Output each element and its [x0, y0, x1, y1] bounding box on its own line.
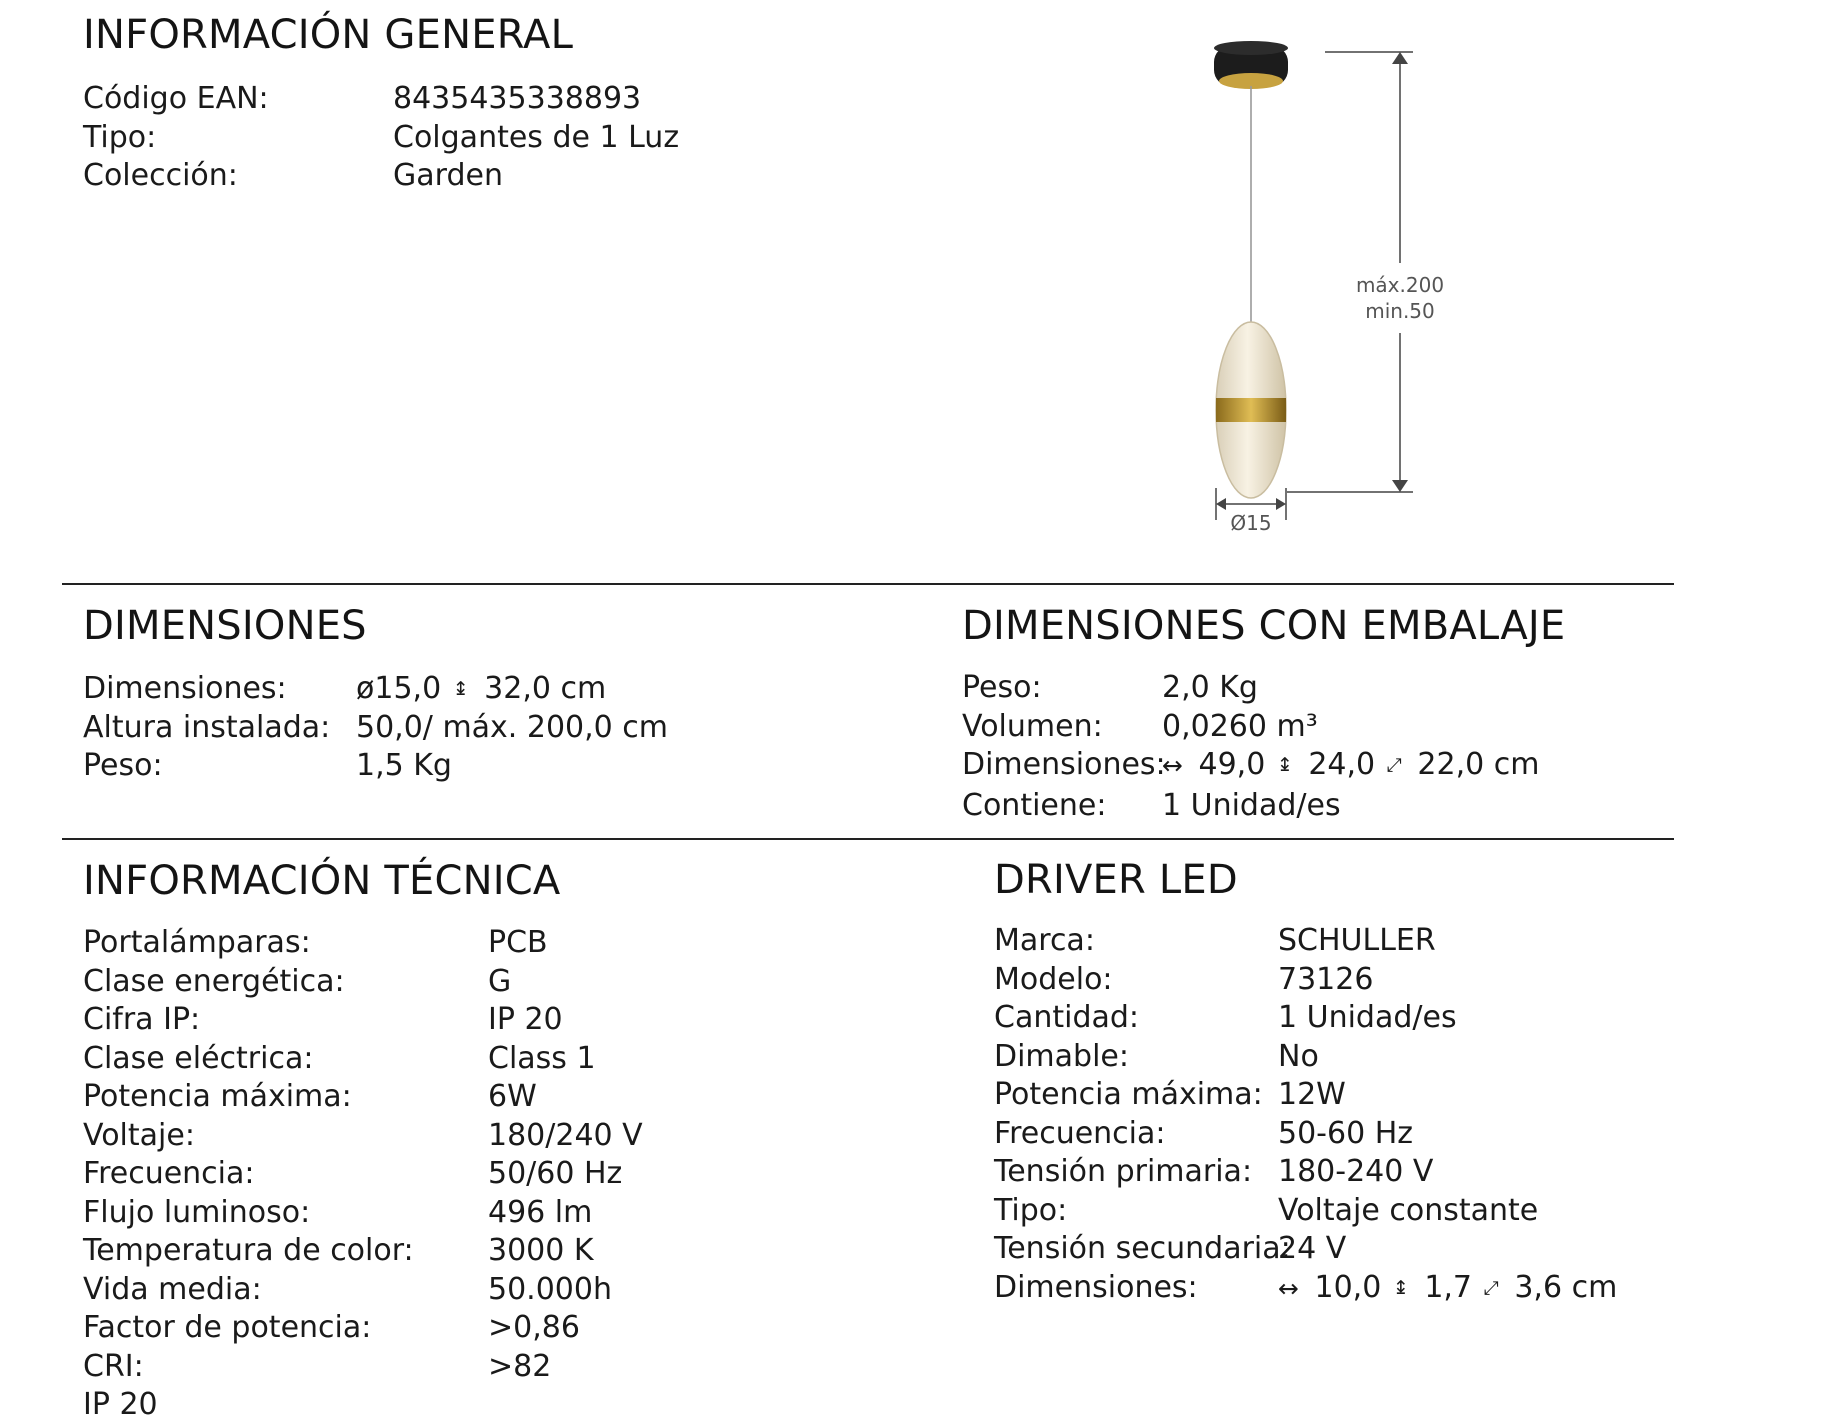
ceiling-canopy — [1214, 41, 1288, 89]
tech-row-color-temperature — [83, 1232, 643, 1271]
tech-label: Temperatura de color: — [83, 1233, 414, 1268]
tech-row-voltage — [83, 1117, 643, 1156]
divider-middle — [62, 838, 1674, 840]
dimensions-row-weight — [83, 747, 668, 786]
tech-row-ip — [83, 1001, 643, 1040]
pack-volume-value: 0,0260 m³ — [1162, 708, 1318, 744]
driver-label: Dimable: — [994, 1038, 1129, 1074]
driver-value: 180-240 V — [1278, 1154, 1434, 1189]
packaging-row-dimensions — [962, 746, 1539, 787]
technical-list — [83, 924, 643, 1425]
driver-value: No — [1278, 1038, 1319, 1074]
width-arrow-icon: ↔ — [1278, 1273, 1299, 1303]
dims-diameter: ø15,0 — [356, 671, 442, 706]
tech-value: >82 — [488, 1348, 552, 1384]
installed-height-label: Altura instalada: — [83, 709, 331, 745]
tech-row-electrical-class — [83, 1040, 643, 1079]
driver-label: Cantidad: — [994, 1000, 1140, 1035]
installed-height-value: 50,0/ máx. 200,0 cm — [356, 709, 669, 745]
ean-value: 8435435338893 — [393, 81, 642, 116]
height-min-label: min.50 — [1365, 299, 1435, 323]
tech-row-lampholder — [83, 924, 643, 963]
depth-arrow-icon: ⤢ — [1483, 1276, 1499, 1299]
tech-value: 3000 K — [488, 1233, 594, 1268]
tech-value: Class 1 — [488, 1040, 596, 1076]
driver-value: 12W — [1278, 1077, 1346, 1112]
driver-row-dimensions — [994, 1269, 1617, 1308]
dimensions-title: DIMENSIONES — [83, 603, 367, 649]
driver-value: Voltaje constante — [1278, 1192, 1539, 1228]
driver-list — [994, 922, 1617, 1307]
tech-value: PCB — [488, 925, 548, 960]
tech-label: CRI: — [83, 1348, 144, 1384]
collection-value: Garden — [393, 158, 503, 193]
height-icon: ↨ — [452, 678, 469, 700]
tech-label: Cifra IP: — [83, 1002, 201, 1037]
general-row-type — [83, 119, 679, 158]
pack-dims-label: Dimensiones: — [962, 747, 1166, 782]
tech-row-energy-class — [83, 963, 643, 1002]
tech-value: 180/240 V — [488, 1117, 643, 1153]
driver-row-type — [994, 1192, 1617, 1231]
tech-label: Portalámparas: — [83, 925, 311, 960]
driver-row-brand — [994, 922, 1617, 961]
tech-label: Vida media: — [83, 1271, 262, 1307]
driver-dims-width: 10,0 — [1314, 1269, 1382, 1305]
tech-label: Potencia máxima: — [83, 1079, 352, 1114]
depth-arrow-icon: ⤢ — [1386, 754, 1402, 776]
contains-value: 1 Unidad/es — [1162, 788, 1341, 823]
contains-label: Contiene: — [962, 788, 1107, 823]
pack-dims-depth: 22,0 cm — [1417, 747, 1540, 782]
driver-value: SCHULLER — [1278, 923, 1436, 958]
weight-label: Peso: — [83, 748, 163, 783]
packaging-row-volume — [962, 708, 1539, 747]
driver-dims-depth: 3,6 cm — [1514, 1269, 1618, 1305]
driver-label: Marca: — [994, 923, 1095, 958]
tech-value: IP 20 — [488, 1002, 563, 1037]
driver-row-quantity — [994, 999, 1617, 1038]
driver-label: Tensión primaria: — [994, 1154, 1253, 1189]
pack-weight-value: 2,0 Kg — [1162, 670, 1258, 705]
tech-label: Voltaje: — [83, 1117, 195, 1153]
tech-row-frequency — [83, 1155, 643, 1194]
packaging-list — [962, 669, 1539, 826]
tech-value: G — [488, 963, 512, 999]
driver-row-secondary-voltage — [994, 1230, 1617, 1269]
tech-value: >0,86 — [488, 1310, 580, 1345]
driver-row-dimmable — [994, 1038, 1617, 1077]
pack-volume-label: Volumen: — [962, 708, 1103, 744]
type-value: Colgantes de 1 Luz — [393, 119, 680, 155]
driver-label: Potencia máxima: — [994, 1077, 1263, 1112]
driver-label: Frecuencia: — [994, 1115, 1166, 1151]
tech-row-luminous-flux — [83, 1194, 643, 1233]
tech-label: IP 20 — [83, 1387, 158, 1422]
pack-dims-width: 49,0 — [1198, 747, 1266, 782]
driver-row-max-power — [994, 1076, 1617, 1115]
dimensions-row-installed-height — [83, 709, 668, 748]
dimensions-list — [83, 670, 668, 786]
driver-label: Modelo: — [994, 961, 1113, 997]
driver-label: Tipo: — [994, 1192, 1068, 1228]
tech-value: 496 lm — [488, 1194, 593, 1230]
tech-value: 50.000h — [488, 1271, 612, 1307]
tech-label: Factor de potencia: — [83, 1310, 372, 1345]
general-row-collection — [83, 157, 679, 196]
general-row-ean — [83, 80, 679, 119]
packaging-row-weight — [962, 669, 1539, 708]
product-dimension-drawing — [1160, 20, 1580, 540]
tech-label: Frecuencia: — [83, 1156, 255, 1191]
driver-title: DRIVER LED — [994, 857, 1238, 903]
driver-value: 24 V — [1278, 1231, 1347, 1266]
general-list — [83, 80, 679, 196]
tech-row-ip-note — [83, 1386, 643, 1425]
ean-label: Código EAN: — [83, 81, 269, 116]
packaging-row-contains — [962, 787, 1539, 826]
height-icon: ↨ — [1392, 1276, 1409, 1299]
dimensions-row-size — [83, 670, 668, 709]
driver-value: 1 Unidad/es — [1278, 1000, 1457, 1035]
tech-row-cri — [83, 1348, 643, 1387]
tech-label: Clase eléctrica: — [83, 1040, 314, 1076]
dims-height: 32,0 cm — [484, 671, 607, 706]
type-label: Tipo: — [83, 119, 157, 155]
driver-row-model — [994, 961, 1617, 1000]
driver-label: Tensión secundaria: — [994, 1231, 1291, 1266]
driver-value: 50-60 Hz — [1278, 1115, 1414, 1151]
divider-top — [62, 583, 1674, 585]
driver-row-primary-voltage — [994, 1153, 1617, 1192]
tech-value: 50/60 Hz — [488, 1156, 623, 1191]
pack-dims-height: 24,0 — [1308, 747, 1376, 782]
weight-value: 1,5 Kg — [356, 748, 452, 783]
dims-value — [356, 670, 606, 709]
diameter-label: Ø15 — [1230, 511, 1272, 535]
tech-row-max-power — [83, 1078, 643, 1117]
tech-row-lifespan — [83, 1271, 643, 1310]
driver-row-frequency — [994, 1115, 1617, 1154]
pack-dims-value — [1162, 746, 1539, 787]
collection-label: Colección: — [83, 158, 238, 193]
driver-dims-height: 1,7 — [1424, 1269, 1473, 1305]
dims-label: Dimensiones: — [83, 671, 287, 706]
tech-value: 6W — [488, 1079, 537, 1114]
height-icon: ↨ — [1276, 754, 1293, 776]
driver-dims-value — [1278, 1269, 1617, 1308]
tech-row-power-factor — [83, 1309, 643, 1348]
tech-label: Flujo luminoso: — [83, 1194, 311, 1230]
driver-dims-label: Dimensiones: — [994, 1269, 1198, 1305]
height-max-label: máx.200 — [1355, 273, 1445, 297]
pack-weight-label: Peso: — [962, 670, 1042, 705]
general-title: INFORMACIÓN GENERAL — [83, 12, 574, 58]
pendant-shade — [1216, 322, 1286, 498]
technical-title: INFORMACIÓN TÉCNICA — [83, 858, 561, 904]
tech-label: Clase energética: — [83, 963, 345, 999]
packaging-title: DIMENSIONES CON EMBALAJE — [962, 603, 1566, 649]
width-arrow-icon: ↔ — [1162, 751, 1183, 780]
driver-value: 73126 — [1278, 961, 1374, 997]
